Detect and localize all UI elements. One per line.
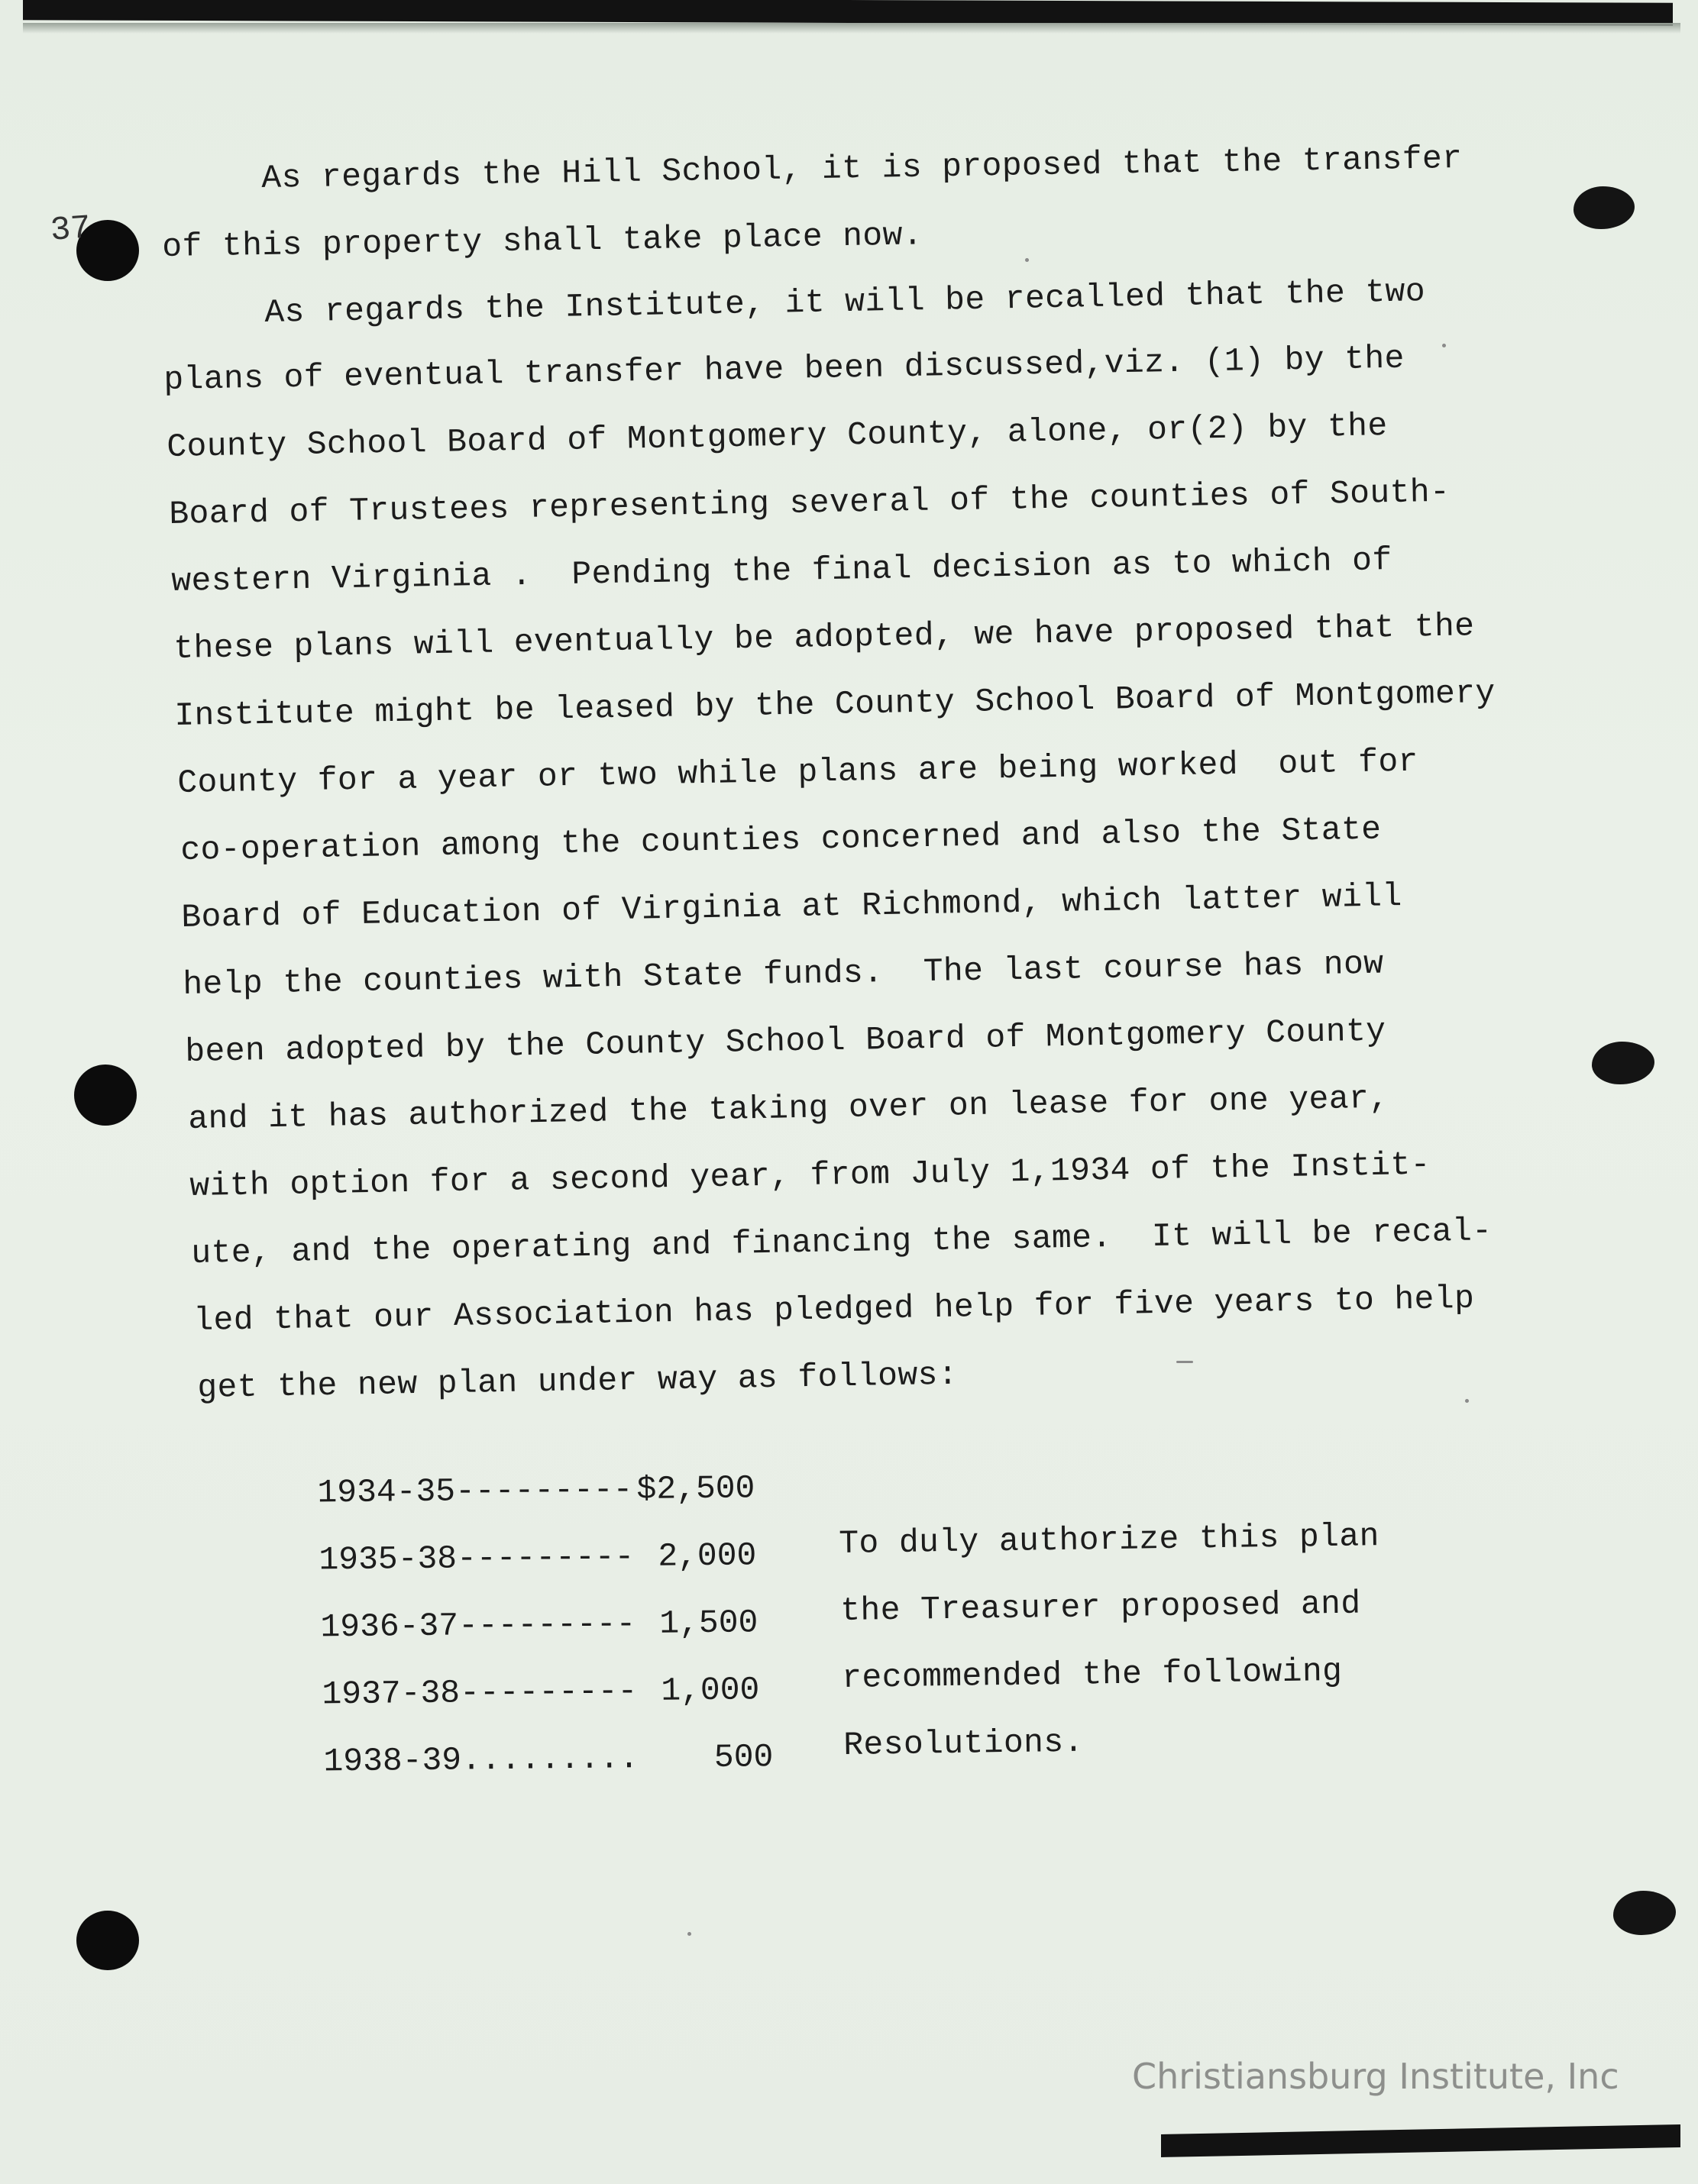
side-note-line-1: To duly authorize this plan bbox=[838, 1517, 1380, 1562]
schedule-year: 1938-39 bbox=[323, 1741, 462, 1781]
schedule-row bbox=[205, 1707, 774, 1812]
paragraph-2-line-16: led that our Association has pledged help for five years to help bbox=[192, 1279, 1475, 1339]
schedule-year: 1934-35 bbox=[317, 1472, 456, 1512]
paragraph-2-line-9: co-operation among the counties concerned and also the State bbox=[180, 810, 1382, 869]
schedule-amount: $2,500 bbox=[636, 1469, 755, 1508]
paragraph-2-line-17: get the new plan under way as follows: bbox=[196, 1355, 959, 1407]
paragraph-2-line-13: and it has authorized the taking over on lease for one year, bbox=[187, 1079, 1389, 1138]
schedule-leader: --------- bbox=[454, 1471, 633, 1510]
schedule-leader: --------- bbox=[456, 1538, 635, 1578]
paragraph-2-line-1: As regards the Institute, it will be recalled that the two bbox=[264, 273, 1426, 331]
paragraph-2-line-8: County for a year or two while plans are being worked out for bbox=[176, 742, 1419, 802]
schedule-leader: ......... bbox=[461, 1740, 639, 1779]
schedule-amount: 2,000 bbox=[658, 1536, 757, 1575]
paper-speck bbox=[1465, 1399, 1469, 1403]
schedule-leader: --------- bbox=[459, 1672, 638, 1712]
schedule-year: 1937-38 bbox=[322, 1674, 461, 1714]
paragraph-1-line-1: As regards the Hill School, it is proposed that the transfer bbox=[260, 139, 1463, 197]
schedule-leader: --------- bbox=[458, 1605, 636, 1645]
margin-note: 37 bbox=[49, 209, 92, 250]
paper-speck bbox=[1176, 1361, 1193, 1363]
paragraph-2-line-11: help the counties with State funds. The last course has now bbox=[182, 945, 1384, 1003]
paragraph-2-line-10: Board of Education of Virginia at Richmond, which latter will bbox=[180, 877, 1403, 936]
schedule-year: 1936-37 bbox=[320, 1607, 459, 1646]
side-note-line-2: the Treasurer proposed and bbox=[839, 1585, 1361, 1630]
schedule-amount: 500 bbox=[713, 1738, 774, 1777]
paragraph-2-line-12: been adopted by the County School Board of Montgomery County bbox=[184, 1012, 1386, 1071]
paragraph-2-line-4: Board of Trustees representing several of the counties of South- bbox=[168, 473, 1451, 533]
paragraph-2-line-14: with option for a second year, from July 1,1934 of the Instit- bbox=[189, 1145, 1431, 1205]
side-note-line-3: recommended the following bbox=[841, 1652, 1343, 1697]
paragraph-2-line-6: these plans will eventually be adopted, we have proposed that the bbox=[173, 607, 1475, 667]
watermark: Christiansburg Institute, Inc bbox=[1132, 2056, 1619, 2097]
paragraph-2-line-15: ute, and the operating and financing the same. It will be recal- bbox=[190, 1212, 1493, 1272]
paragraph-2-line-3: County School Board of Montgomery County, alone, or(2) by the bbox=[166, 407, 1389, 466]
paragraph-2-line-2: plans of eventual transfer have been discussed,viz. (1) by the bbox=[163, 339, 1405, 399]
schedule-amount: 1,000 bbox=[661, 1671, 760, 1710]
schedule-amount: 1,500 bbox=[659, 1604, 758, 1643]
paragraph-1-line-2: of this property shall take place now. bbox=[161, 216, 923, 266]
schedule-year: 1935-38 bbox=[319, 1539, 458, 1579]
paragraph-2-line-7: Institute might be leased by the County School Board of Montgomery bbox=[173, 674, 1496, 735]
paper-speck bbox=[687, 1932, 691, 1936]
paper-speck bbox=[1442, 344, 1446, 347]
paragraph-2-line-5: western Virginia . Pending the final decision as to which of bbox=[170, 541, 1393, 600]
paper-speck bbox=[1025, 258, 1029, 262]
side-note-line-4: Resolutions. bbox=[843, 1723, 1085, 1764]
